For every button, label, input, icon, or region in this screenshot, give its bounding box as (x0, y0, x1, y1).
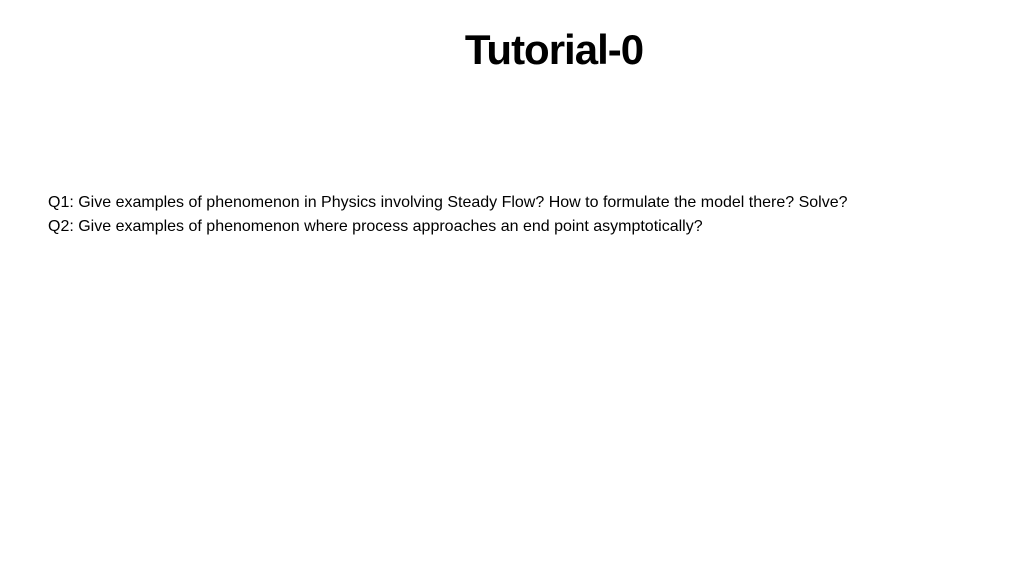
question-list (48, 191, 1008, 239)
slide-title: Tutorial-0 (464, 26, 644, 73)
question-1: Q1: Give examples of phenomenon in Physics involving Steady Flow? How to formulate the model there? Solve? (48, 194, 848, 211)
question-2: Q2: Give examples of phenomenon where process approaches an end point asymptotically? (48, 218, 703, 235)
